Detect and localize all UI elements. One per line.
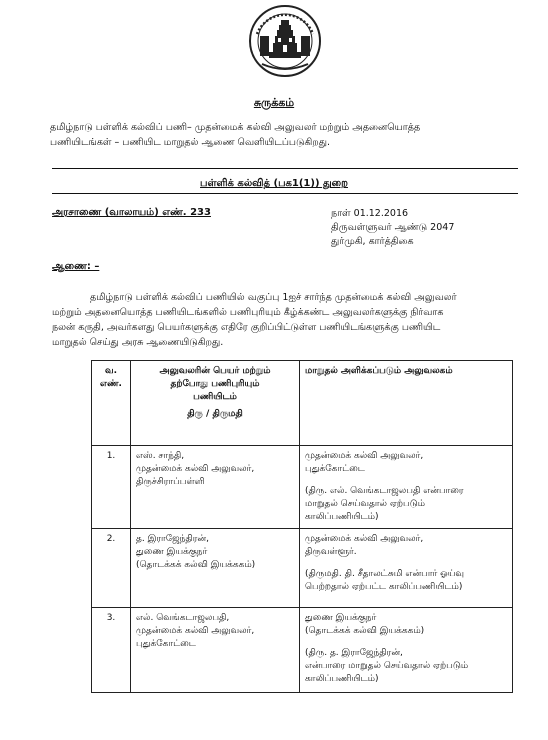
row-name: த. இராஜேந்திரன், துணை இயக்குநர் (தொடக்கக் கல்வி இயக்ககம்): [131, 529, 300, 608]
tamil-nadu-emblem-icon: [248, 4, 322, 78]
go-number: அரசாணை (வாலாயம்) எண். 233: [52, 207, 211, 218]
header-posting: மாறுதல் அளிக்கப்படும் அலுவலகம்: [300, 361, 513, 446]
order-line-3: நலன் கருதி, அவர்களது பெயர்களுக்கு எதிரே குறிப்பிட்டுள்ள பணியிடங்களுக்கு பணியிட: [52, 322, 441, 333]
order-heading: ஆணை: –: [52, 261, 100, 272]
go-date-block: [331, 207, 454, 249]
row-sno: 2.: [92, 529, 131, 608]
order-line-1: தமிழ்நாடு பள்ளிக் கல்விப் பணியில் வகுப்பு 1ஐச் சார்ந்த முதன்மைக் கல்வி அலுவலர்: [90, 292, 457, 303]
header-sno: வ. எண்.: [92, 361, 131, 446]
department-heading: பள்ளிக் கல்வித் (பக1(1)) துறை: [200, 178, 348, 189]
divider-bottom: [52, 193, 518, 194]
subject-line-1: தமிழ்நாடு பள்ளிக் கல்விப் பணி– முதன்மைக் கல்வி அலுவலர் மற்றும் அதனையொத்த: [50, 122, 421, 133]
go-tamil-year: திருவள்ளுவர் ஆண்டு 2047: [331, 222, 455, 233]
row-posting: துணை இயக்குநர் (தொடக்கக் கல்வி இயக்ககம்) (திரு. த. இராஜேந்திரன், என்பாரை மாறுதல் செய்வதால் ஏற்படும் காலிப்பணியிடம்): [300, 608, 513, 693]
table-row: [92, 446, 513, 529]
document-title: சுருக்கம்: [253, 96, 295, 109]
go-tamil-month: துர்முகி, கார்த்திகை: [331, 236, 414, 247]
header-name: அலுவலரின் பெயர் மற்றும் தற்போது பணிபுரியும் பணியிடம் திரு / திருமதி: [131, 361, 300, 446]
order-line-2: மற்றும் அதனையொத்த பணியிடங்களில் பணிபுரியும் கீழ்க்கண்ட அலுவலர்களுக்கு நிர்வாக: [52, 307, 444, 318]
subject-block: [50, 120, 420, 150]
order-body: [52, 290, 457, 350]
transfer-table: [91, 360, 513, 693]
row-posting: முதன்மைக் கல்வி அலுவலர், புதுக்கோட்டை (திரு. எல். வெங்கடாஜலபதி என்பாரை மாறுதல் செய்வதால் ஏற்படும் காலிப்பணியிடம்): [300, 446, 513, 529]
table-row: [92, 608, 513, 693]
row-name: எல். வெங்கடாஜலபதி, முதன்மைக் கல்வி அலுவலர், புதுக்கோட்டை: [131, 608, 300, 693]
divider-top: [52, 168, 518, 169]
table-header-row: [92, 361, 513, 446]
row-sno: 3.: [92, 608, 131, 693]
table-row: [92, 529, 513, 608]
go-date: நாள் 01.12.2016: [331, 208, 409, 219]
order-line-4: மாறுதல் செய்து அரசு ஆணையிடுகிறது.: [52, 337, 224, 348]
row-posting: முதன்மைக் கல்வி அலுவலர், திருவள்ளூர். (திருமதி. தி. சீதாலட்சுமி என்பார் ஓய்வு பெற்றதால் ஏற்பட்ட காலிப்பணியிடம்): [300, 529, 513, 608]
row-name: எஸ். சாந்தி, முதன்மைக் கல்வி அலுவலர், திருச்சிராப்பள்ளி: [131, 446, 300, 529]
subject-line-2: பணியிடங்கள் – பணியிட மாறுதல் ஆணை வெளியிடப்படுகிறது.: [50, 137, 330, 148]
row-sno: 1.: [92, 446, 131, 529]
